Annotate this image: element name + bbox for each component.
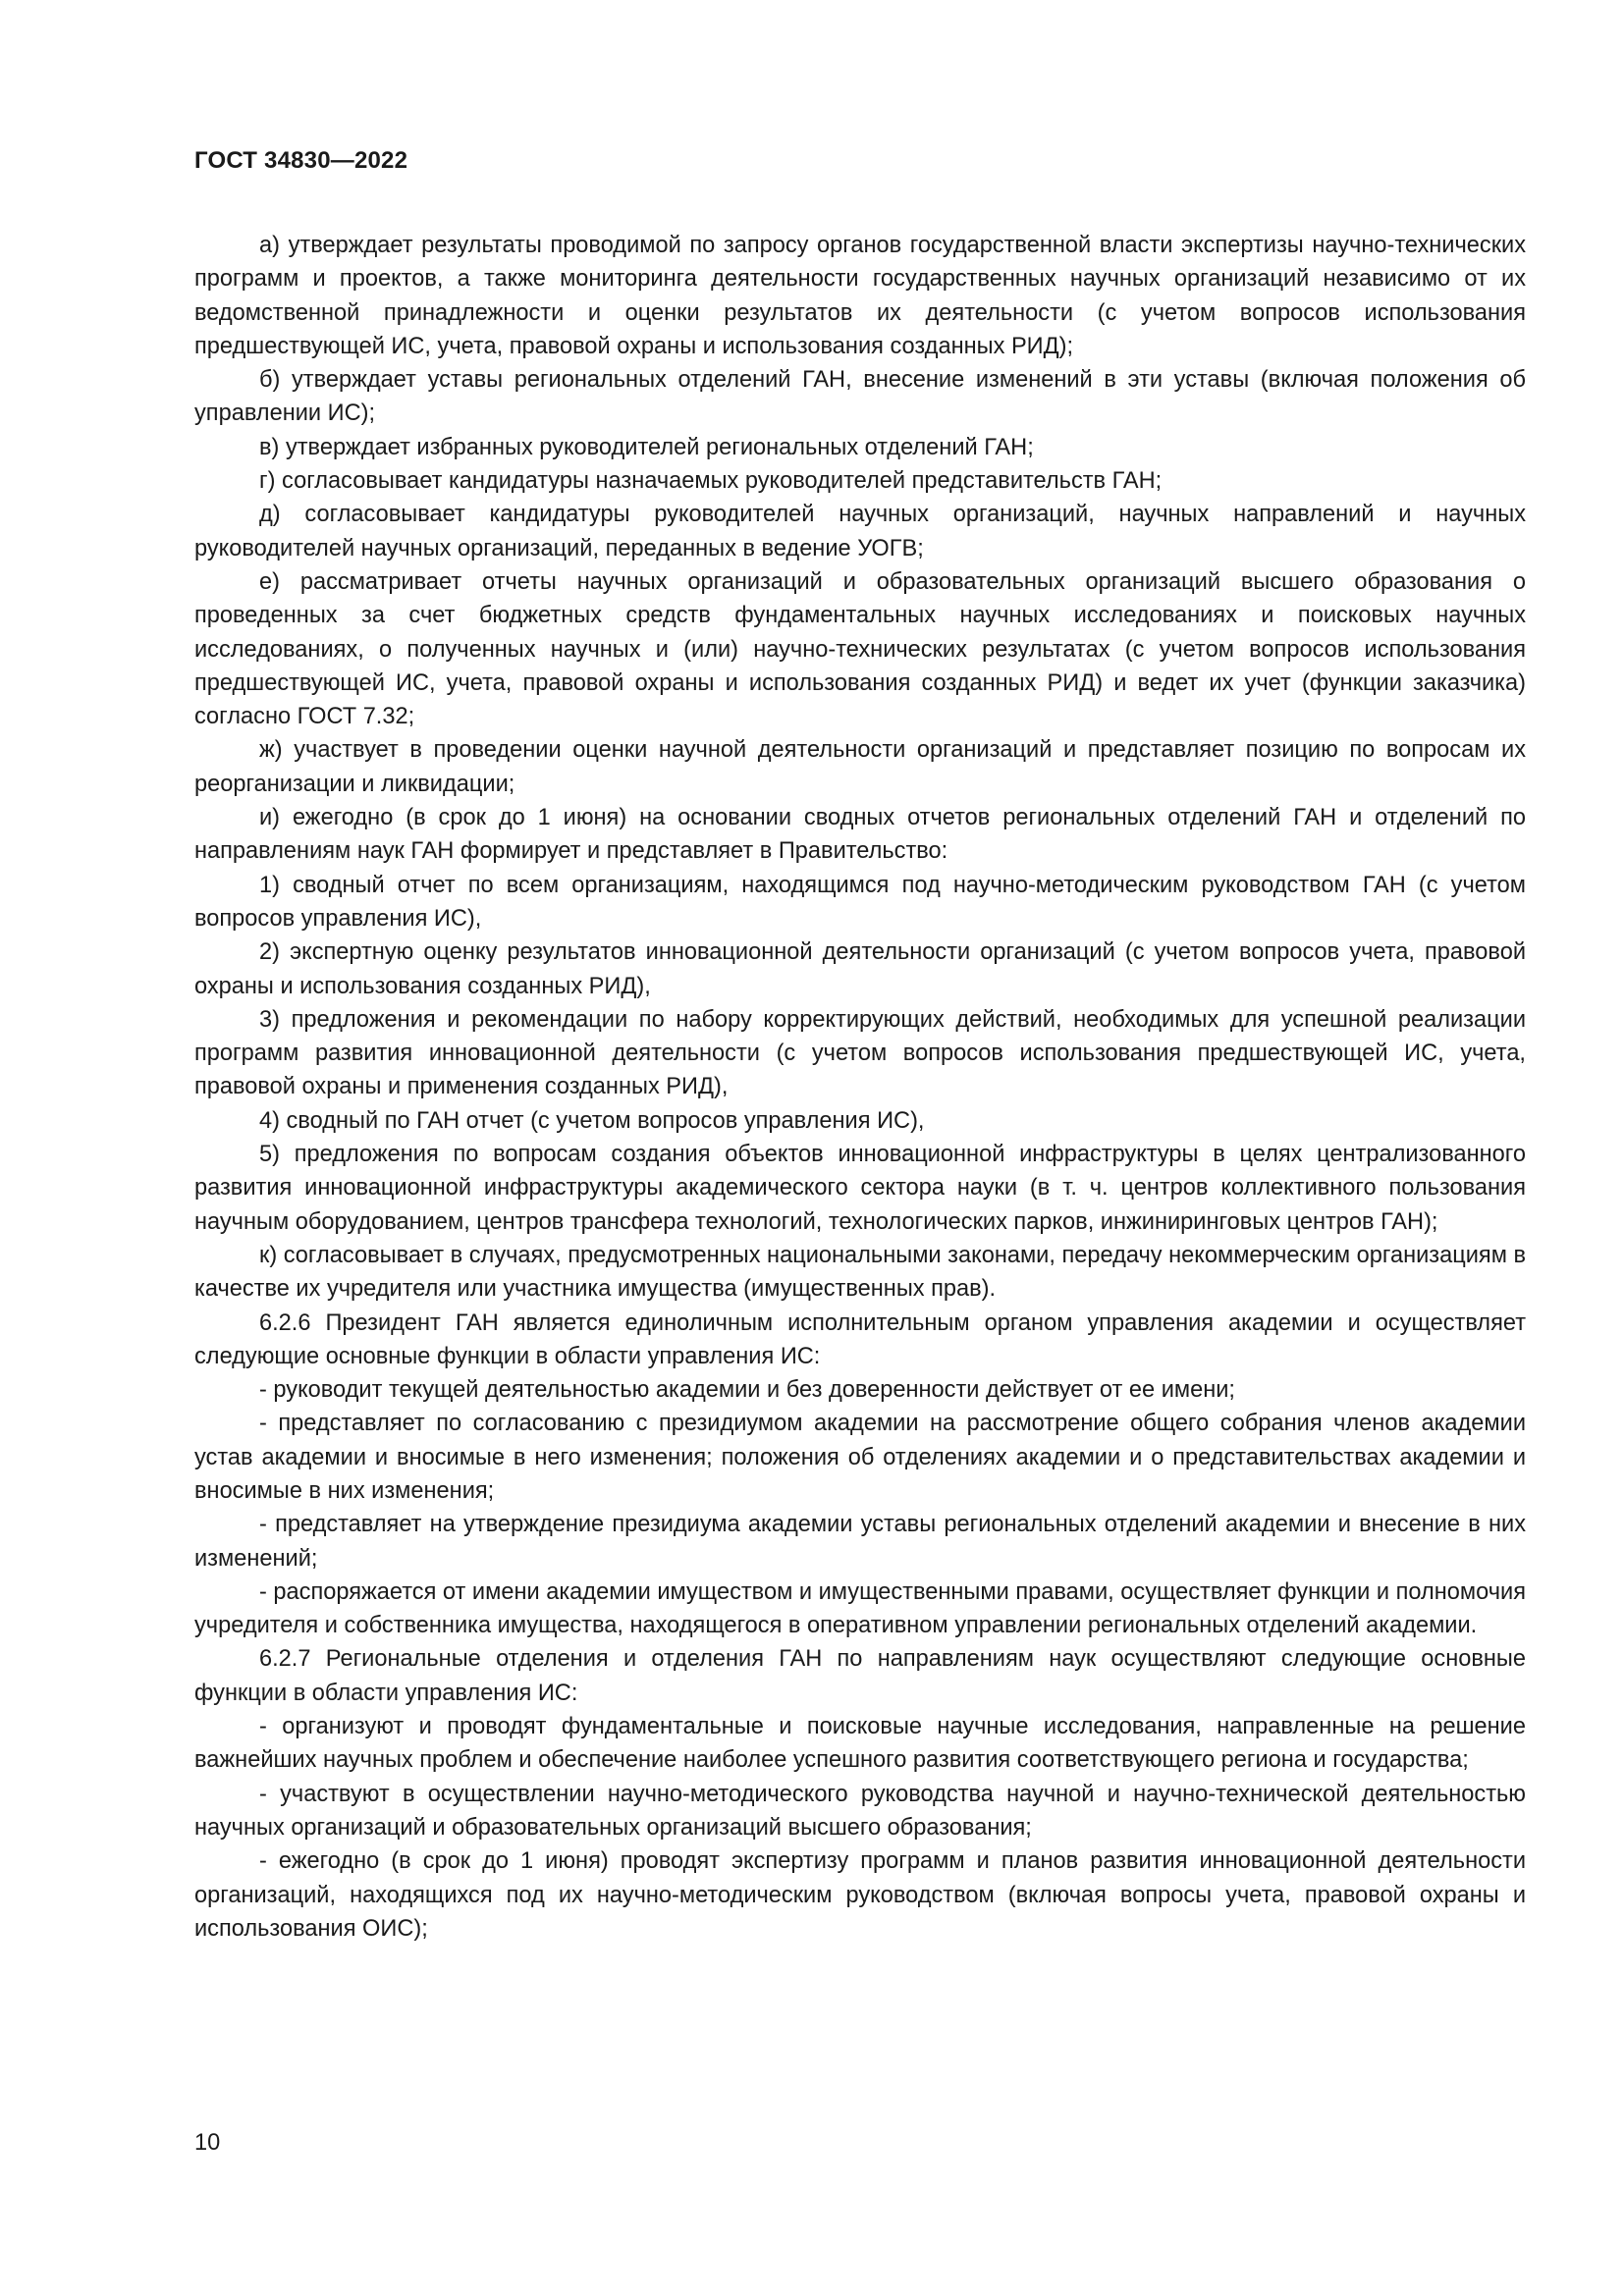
paragraph: д) согласовывает кандидатуры руководителей научных организаций, научных направлений и научных руководителей научных организаций, переданных в ведение УОГВ; [194,502,1526,561]
paragraph: 4) сводный по ГАН отчет (с учетом вопросов управления ИС), [259,1107,925,1134]
document-header-code: ГОСТ 34830—2022 [194,147,408,174]
paragraph: г) согласовывает кандидатуры назначаемых руководителей представительств ГАН; [259,468,1163,495]
paragraph: б) утверждает уставы региональных отделений ГАН, внесение изменений в эти уставы (включая положения об управлении ИС); [194,367,1526,427]
paragraph: - ежегодно (в срок до 1 июня) проводят экспертизу программ и планов развития инновационной деятельности организаций, находящихся под их научно-методическим руководством (включая вопросы учета, правовой охраны и использования ОИС); [194,1848,1526,1942]
paragraph: 2) экспертную оценку результатов инновационной деятельности организаций (с учетом вопросов учета, правовой охраны и использования созданных РИД), [194,939,1526,999]
paragraph: в) утверждает избранных руководителей региональных отделений ГАН; [259,434,1034,460]
paragraph: - представляет на утверждение президиума академии уставы региональных отделений академии и внесение в них изменений; [194,1512,1526,1572]
paragraph: - организуют и проводят фундаментальные и поисковые научные исследования, направленные на решение важнейших научных проблем и обеспечение наиболее успешного развития соответствующего региона и государства; [194,1714,1526,1774]
document-body [194,229,1526,1946]
paragraph: 6.2.6 Президент ГАН является единоличным исполнительным органом управления академии и осуществляет следующие основные функции в области управления ИС: [194,1309,1526,1369]
paragraph: ж) участвует в проведении оценки научной деятельности организаций и представляет позицию по вопросам их реорганизации и ликвидации; [194,737,1526,797]
paragraph: к) согласовывает в случаях, предусмотренных национальными законами, передачу некоммерческим организациям в качестве их учредителя или участника имущества (имущественных прав). [194,1242,1527,1303]
paragraph: 1) сводный отчет по всем организациям, находящимся под научно-методическим руководством ГАН (с учетом вопросов управления ИС), [194,872,1526,932]
paragraph: а) утверждает результаты проводимой по запросу органов государственной власти экспертизы научно-технических программ и проектов, а также мониторинга деятельности государственных научных организаций независимо от их ведомственной принадлежности и оценки результатов их деятельности (с учетом вопросов использования предшествующей ИС, учета, правовой охраны и использования созданных РИД); [194,233,1526,359]
page-number: 10 [194,2130,221,2156]
paragraph: и) ежегодно (в срок до 1 июня) на основании сводных отчетов региональных отделений ГАН и отделений по направлениям наук ГАН формирует и представляет в Правительство: [194,805,1526,865]
paragraph: 3) предложения и рекомендации по набору корректирующих действий, необходимых для успешной реализации программ развития инновационной деятельности (с учетом вопросов использования предшествующей ИС, учета, правовой охраны и применения созданных РИД), [194,1006,1526,1100]
paragraph: е) рассматривает отчеты научных организаций и образовательных организаций высшего образования о проведенных за счет бюджетных средств фундаментальных научных исследованиях и поисковых научных исследованиях, о полученных научных и (или) научно-технических результатах (с учетом вопросов использования предшествующей ИС, учета, правовой охраны и использования созданных РИД) и ведет их учет (функции заказчика) согласно ГОСТ 7.32; [194,568,1526,730]
paragraph: - участвуют в осуществлении научно-методического руководства научной и научно-технической деятельностью научных организаций и образовательных организаций высшего образования; [194,1781,1526,1841]
paragraph: 5) предложения по вопросам создания объектов инновационной инфраструктуры в целях централизованного развития инновационной инфраструктуры академического сектора науки (в т. ч. центров коллективного пользования научным оборудованием, центров трансфера технологий, технологических парков, инжиниринговых центров ГАН); [194,1142,1526,1235]
paragraph: - представляет по согласованию с президиумом академии на рассмотрение общего собрания членов академии устав академии и вносимые в него изменения; положения об отделениях академии и о представительствах академии и вносимые в них изменения; [194,1411,1526,1504]
paragraph: - руководит текущей деятельностью академии и без доверенности действует от ее имени; [259,1377,1235,1404]
paragraph: 6.2.7 Региональные отделения и отделения ГАН по направлениям наук осуществляют следующие основные функции в области управления ИС: [194,1646,1526,1706]
paragraph: - распоряжается от имени академии имуществом и имущественными правами, осуществляет функции и полномочия учредителя и собственника имущества, находящегося в оперативном управлении региональных отделений академии. [194,1578,1526,1639]
